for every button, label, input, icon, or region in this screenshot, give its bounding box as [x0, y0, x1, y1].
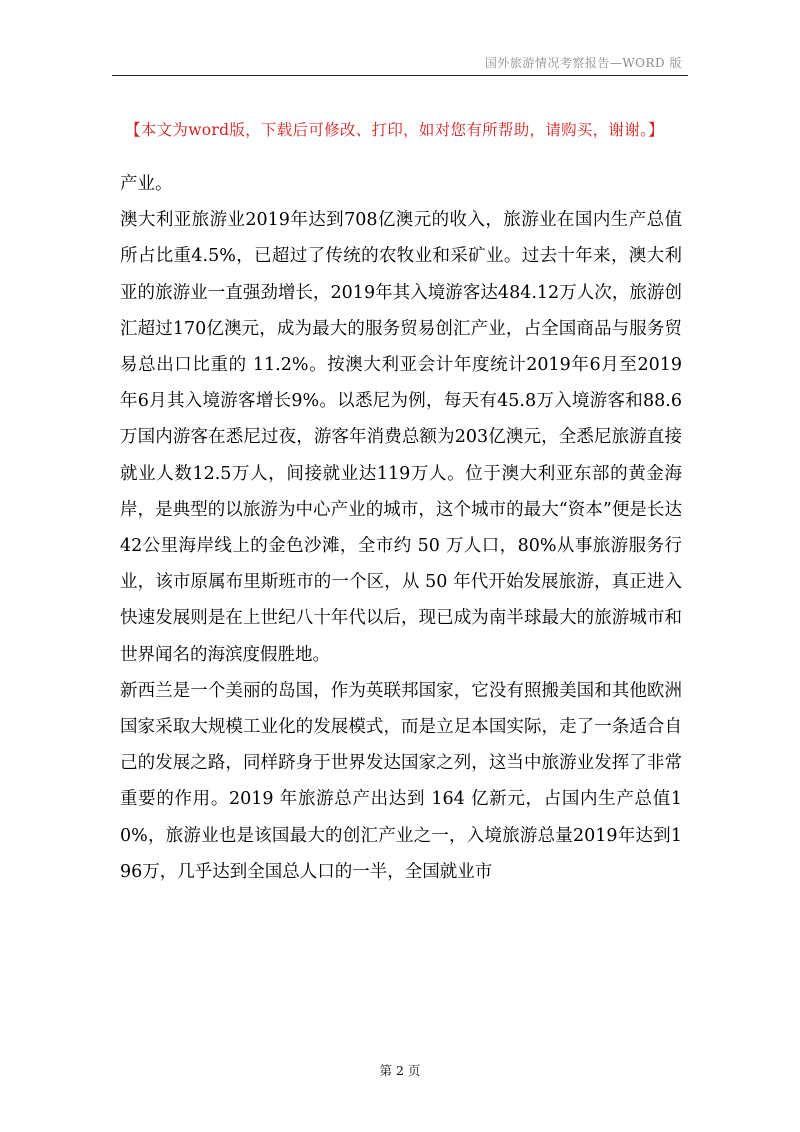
paragraph-new-zealand: 新西兰是一个美丽的岛国，作为英联邦国家，它没有照搬美国和其他欧洲国家采取大规模工业化的发展模式，而是立足本国实际，走了一条适合自己的发展之路，同样跻身于世界发达国家之列，这当中旅游业发挥了非常重要的作用。2019 年旅游总产出达到 164 亿新元，占国内生产总值10%，旅游业也是该国最大的创汇产业之一，入境旅游总量2019年达到196万，几乎达到全国总人口的一半，全国就业市	[120, 680, 682, 882]
paragraph-continuation: 产业。	[120, 174, 173, 194]
header-divider	[112, 75, 688, 76]
paragraph-australia: 澳大利亚旅游业2019年达到708亿澳元的收入，旅游业在国内生产总值所占比重4.5%，已超过了传统的农牧业和采矿业。过去十年来，澳大利亚的旅游业一直强劲增长，2019年其入境游客达484.12万人次，旅游创汇超过170亿澳元，成为最大的服务贸易创汇产业，占全国商品与服务贸易总出口比重的 11.2%。按澳大利亚会计年度统计2019年6月至2019年6月其入境游客增长9%。以悉尼为例，每天有45.8万入境游客和88.6万国内游客在悉尼过夜，游客年消费总额为203亿澳元，全悉尼旅游直接就业人数12.5万人，间接就业达119万人。位于澳大利亚东部的黄金海岸，是典型的以旅游为中心产业的城市，这个城市的最大“资本”便是长达42公里海岸线上的金色沙滩，全市约 50 万人口，80%从事旅游服务行业，该市原属布里斯班市的一个区，从 50 年代开始发展旅游，真正进入快速发展则是在上世纪八十年代以后，现已成为南半球最大的旅游城市和世界闻名的海滨度假胜地。	[120, 210, 682, 665]
running-header: 国外旅游情况考察报告—WORD 版	[484, 56, 682, 70]
purchase-notice: 【本文为word版，下载后可修改、打印，如对您有所帮助，请购买，谢谢。】	[125, 121, 664, 139]
body-text	[120, 166, 682, 890]
page-number: 第 2 页	[379, 1063, 421, 1078]
